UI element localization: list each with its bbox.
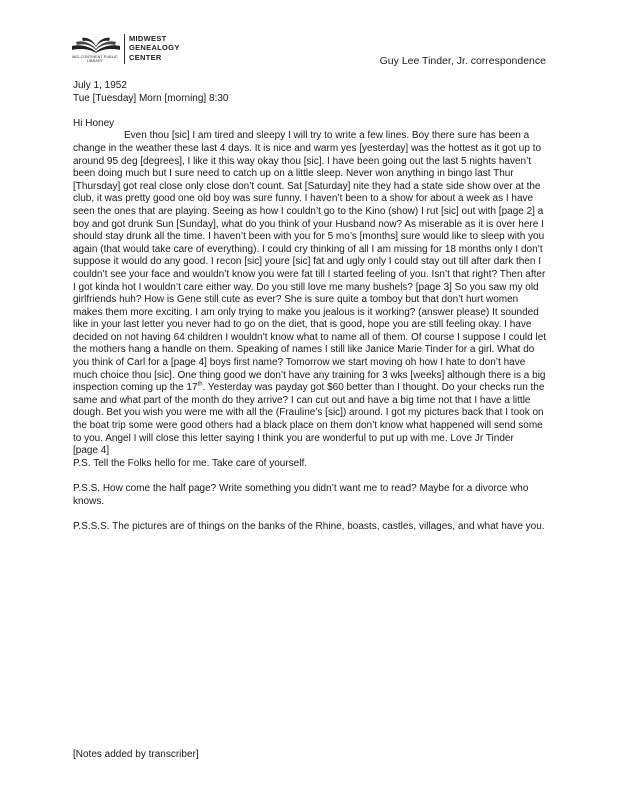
logo-divider xyxy=(124,34,125,64)
postscript-2: P.S.S. How come the half page? Write something you didn’t want me to read? Maybe for a divorce who knows. xyxy=(73,483,529,507)
logo-line-2: GENEALOGY xyxy=(129,43,180,53)
letter-date: July 1, 1952 xyxy=(73,80,127,91)
letter-body xyxy=(73,130,547,445)
logo-line-1: MIDWEST xyxy=(129,34,167,43)
logo-subtext: MID-CONTINENT PUBLIC LIBRARY xyxy=(72,55,118,63)
open-book-icon xyxy=(70,34,122,54)
library-logo xyxy=(70,34,210,68)
letter-day-time: Tue [Tuesday] Morn [morning] 8:30 xyxy=(73,92,229,104)
collection-title: Guy Lee Tinder, Jr. correspondence xyxy=(379,55,546,67)
letter-greeting: Hi Honey xyxy=(73,117,115,129)
postscript-3: P.S.S.S. The pictures are of things on the banks of the Rhine, boasts, castles, villages, and what have you. xyxy=(73,520,545,532)
postscript-1: P.S. Tell the Folks hello for me. Take care of yourself. xyxy=(73,457,308,469)
ordinal-suffix: th xyxy=(197,381,203,388)
transcriber-note: [Notes added by transcriber] xyxy=(73,749,199,760)
logo-line-3: CENTER xyxy=(129,52,162,62)
letter-body-part-1: Even thou [sic] I am tired and sleepy I will try to write a few lines. Boy there sure has been a change in the weather these last 4 days. It is nice and warm yes [yesterday] was the hottest as it got up to around 95 deg [degrees], I like it this way okay thou [sic]. I have been going out the last 5 nights haven’t been doing much but I sure need to catch up on a little sleep. Never won anything in bingo last Thur [Thursday] got real close only close don’t count. Sat [Saturday] nite they had a state side show over at the club, it was pretty good one old boy was sure funny. I haven’t been to a show for about a week as I have seen the ones that are playing. Seeing as how I couldn’t go to the Kino (show) I rut [sic] out with [page 2] a boy and got drunk Sun [Sunday], what do you think of your Husband now? As miserable as it is over here I should stay drunk all the time. I haven’t been with you for 5 mo’s [months] sure would like to sleep with you again (that would take care of everything). I could cry thinking of all I am missing for 18 months only I don’t suppose it would do any good. I recon [sic] youre [sic] fat and ugly only I could stay out till after dark then I couldn’t see your face and wouldn’t know you were fat till I started feeling of you. Isn’t that right? Then after I got kinda hot I wouldn’t care either way. Do you still love me many bushels? [page 3] So you saw my old girlfriends huh? How is Gene still cute as ever? She is sure quite a tomboy but that don’t hurt women makes them more exciting. I am only trying to make you jealous is it working? (answer please) It sounded like in your last letter you never had to go on the diet, that is good, hope you are still feeling okay. I have decided on not having 64 children I wouldn’t know what to name all of them. Of course I suppose I could let the mothers hang a handle on them. Speaking of names I still like Janice Marie Tinder for a girl. What do you think of Carl for a [page 4] boys first name? Tomorrow we start moving oh how I hate to don’t have much choice thou [sic]. One thing good we don’t have any training for 3 wks [weeks] although there is a big inspection coming up the 17 xyxy=(73,130,547,394)
letter-transcription xyxy=(73,80,547,533)
page-marker: [page 4] xyxy=(73,445,110,457)
letter-body-part-2: . Yesterday was payday got $60 better than I thought. Do your checks run the same and what part of the month do they arrive? I can cut out and have a big time not that I have a little dough. Bet you wish you were me with all the (Frauline’s [sic]) around. I got my pictures back that I took on the boat trip some were good others had a black place on them don’t know what happened will send some to you. Angel I will close this letter saying I think you are wonderful to put up with me. Love Jr Tinder xyxy=(73,382,545,444)
logo-wordmark xyxy=(129,34,180,62)
